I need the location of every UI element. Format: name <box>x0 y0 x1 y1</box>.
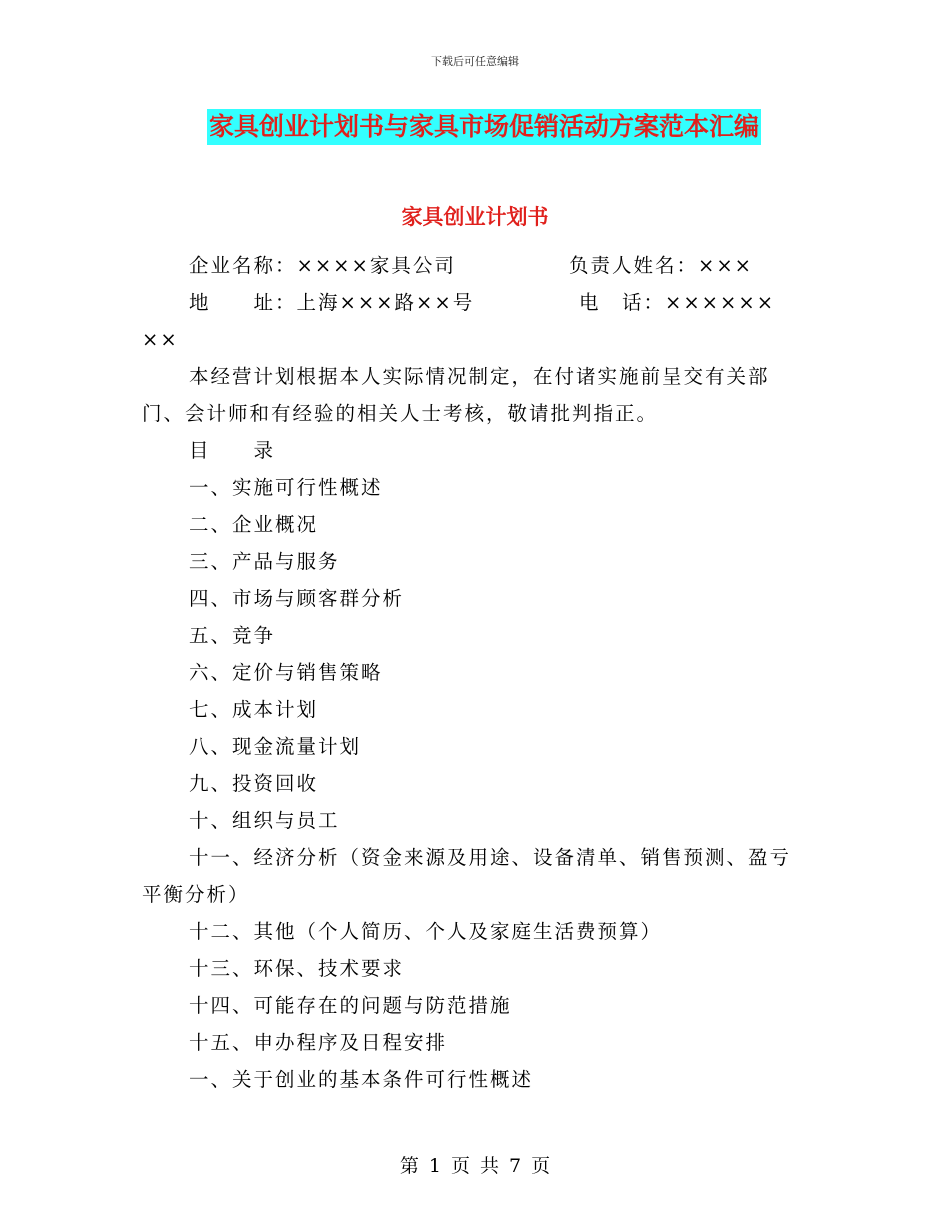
toc-item: 六、定价与销售策略 <box>189 661 383 684</box>
toc-item: 一、实施可行性概述 <box>189 476 383 499</box>
toc-item: 四、市场与顾客群分析 <box>189 587 405 610</box>
page-footer: 第 1 页 共 7 页 <box>399 1155 551 1177</box>
toc-item: 十一、经济分析（资金来源及用途、设备清单、销售预测、盈亏平衡分析） <box>142 846 792 906</box>
toc-title: 目 录 <box>189 439 276 462</box>
toc-item: 二、企业概况 <box>189 513 319 536</box>
address-row <box>142 284 812 321</box>
toc-item: 十二、其他（个人简历、个人及家庭生活费预算） <box>189 920 663 943</box>
toc-item: 十三、环保、技术要求 <box>189 957 405 980</box>
phone-continuation: ×× <box>142 328 179 351</box>
section-heading: 一、关于创业的基本条件可行性概述 <box>189 1068 534 1091</box>
toc-item: 五、竞争 <box>189 624 276 647</box>
toc-item: 三、产品与服务 <box>189 550 340 573</box>
toc-item: 九、投资回收 <box>189 772 319 795</box>
toc-item: 十四、可能存在的问题与防范措施 <box>189 994 512 1017</box>
toc-item: 八、现金流量计划 <box>189 735 362 758</box>
document-body <box>142 247 812 1098</box>
company-address: 地 址：上海×××路××号 <box>189 291 475 314</box>
toc-item: 十、组织与员工 <box>189 809 340 832</box>
company-row <box>142 247 812 284</box>
header-note: 下载后可任意编辑 <box>431 55 519 68</box>
owner-name: 负责人姓名：××× <box>569 254 754 277</box>
company-name: 企业名称：××××家具公司 <box>189 254 456 277</box>
company-phone: 电 话：×××××× <box>579 291 776 314</box>
toc-item: 十五、申办程序及日程安排 <box>189 1031 448 1054</box>
toc-item: 七、成本计划 <box>189 698 319 721</box>
intro-paragraph: 本经营计划根据本人实际情况制定，在付诸实施前呈交有关部门、会计师和有经验的相关人士考核，敬请批判指正。 <box>142 365 770 425</box>
main-title: 家具创业计划书与家具市场促销活动方案范本汇编 <box>207 109 761 145</box>
sub-title: 家具创业计划书 <box>401 204 549 229</box>
